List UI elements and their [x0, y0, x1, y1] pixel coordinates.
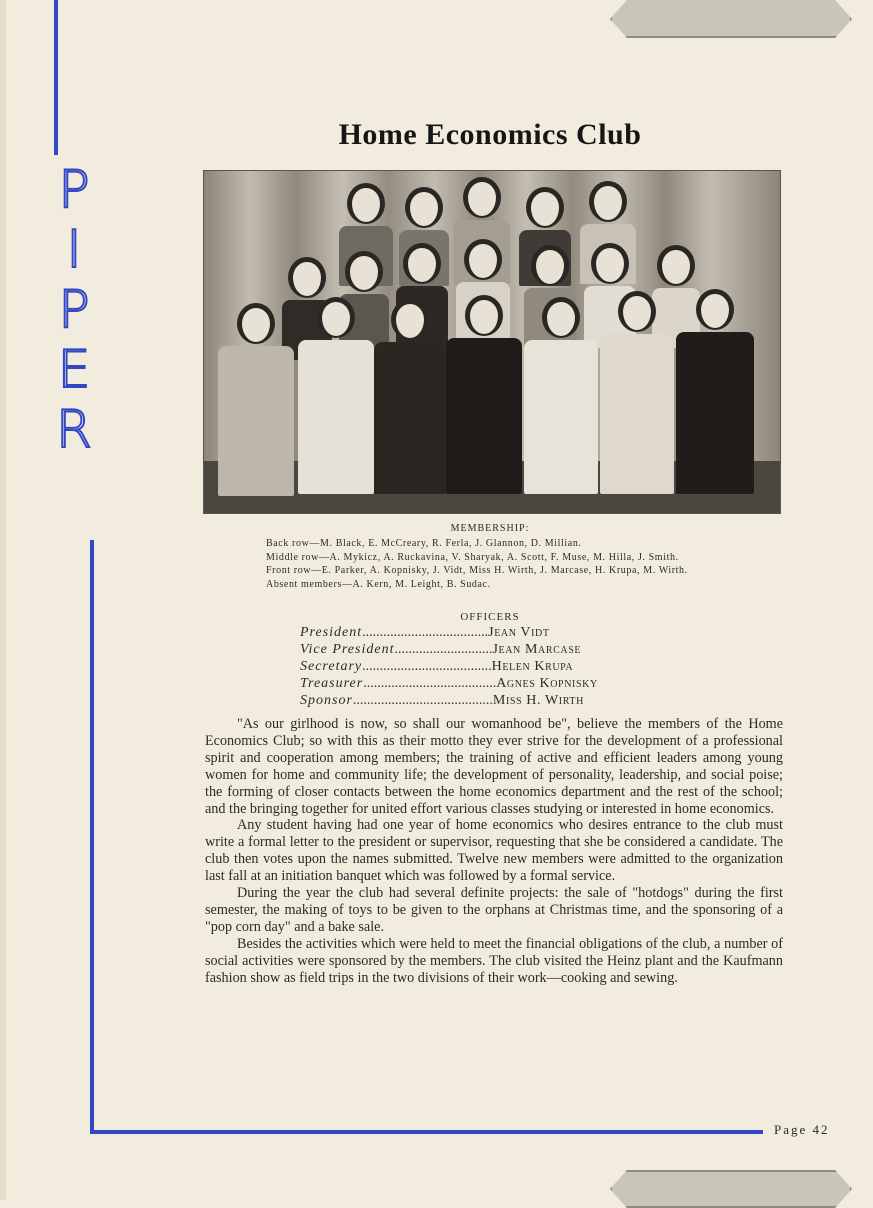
article-paragraph: "As our girlhood is now, so shall our womanhood be", believe the members of the Home Economics Club; so with this as their motto they ever strive for the development of a professional spirit and cooperation among members; the training of active and efficient leaders among young women for home and community life; the development of personality, leadership, and social poise; the forming of closer contacts between the home economics department and the rest of the school; and the bringing together for united effort various classes studying or interested in home economics. [205, 716, 783, 817]
officer-dots: .................................... [362, 625, 489, 640]
photo-person [676, 289, 754, 494]
page-edge [0, 0, 6, 1200]
officer-dots: ..................................... [362, 659, 492, 674]
group-photo [203, 170, 781, 514]
page-number: Page 42 [774, 1122, 830, 1137]
officers-heading: OFFICERS [460, 611, 520, 623]
photo-person [218, 303, 294, 496]
page-tab-bottom [610, 1170, 852, 1208]
officer-dots: ............................ [394, 642, 493, 657]
side-letter: I [66, 220, 82, 280]
membership-line: Middle row—A. Mykicz, A. Ruckavina, V. Sharyak, A. Scott, F. Muse, M. Hilla, J. Smith. [266, 551, 679, 563]
membership-line: Back row—M. Black, E. McCreary, R. Ferla, J. Glannon, D. Millian. [266, 538, 582, 549]
officer-row [300, 675, 660, 692]
article-paragraph: Any student having had one year of home economics who desires entrance to the club must write a formal letter to the president or supervisor, requesting that she be considered a candidate. The club then votes upon the names submitted. Twelve new members were admitted to the organization last fall at an initiation banquet which was followed by a formal service. [205, 817, 783, 885]
article-paragraph: Besides the activities which were held to meet the financial obligations of the club, a number of social activities were sponsored by the members. The club visited the Heinz plant and the Kaufmann fashion show as field trips in the two divisions of their work—cooking and sewing. [205, 935, 783, 986]
side-letter: P [58, 160, 90, 220]
officer-name: Jean Vidt [488, 625, 550, 640]
officer-name: Helen Krupa [491, 659, 574, 674]
photo-person [600, 291, 674, 494]
photo-person [446, 295, 522, 494]
membership-line: Absent members—A. Kern, M. Leight, B. Sudac. [266, 578, 491, 590]
officer-name: Jean Marcase [492, 642, 582, 657]
border-line-left [90, 540, 94, 1132]
membership-heading: MEMBERSHIP: [450, 523, 530, 534]
officer-name: Miss H. Wirth [492, 693, 584, 708]
side-letter: E [57, 340, 91, 400]
article-paragraph: During the year the club had several definite projects: the sale of "hotdogs" during the first semester, the making of toys to be given to the orphans at Christmas time, and the sponsoring of a "pop corn day" and a bake sale. [205, 885, 783, 935]
officer-role: Sponsor [300, 693, 353, 708]
officer-role: Vice President [300, 642, 395, 657]
officer-role: Treasurer [300, 676, 364, 691]
article-body [205, 716, 783, 987]
page-title: Home Economics Club [338, 118, 642, 151]
officer-role: President [300, 625, 363, 640]
officer-dots: ...................................... [363, 676, 497, 691]
photo-person [374, 299, 446, 494]
officers-list [300, 624, 660, 709]
officer-row [300, 692, 660, 709]
border-line-top [54, 0, 58, 155]
officer-dots: ........................................ [352, 693, 493, 708]
officer-name: Agnes Kopnisky [496, 676, 598, 691]
side-title [44, 160, 104, 460]
officer-role: Secretary [300, 659, 363, 674]
officer-row [300, 641, 660, 658]
border-line-bottom [90, 1130, 763, 1134]
page-tab-top [610, 0, 852, 38]
side-letter: R [55, 400, 93, 460]
photo-person [298, 297, 374, 494]
membership-list [240, 537, 760, 591]
membership-line: Front row—E. Parker, A. Kopnisky, J. Vidt, Miss H. Wirth, J. Marcase, H. Krupa, M. Wirth. [266, 565, 688, 576]
side-letter: P [58, 280, 90, 340]
officer-row [300, 624, 660, 641]
photo-person [524, 297, 598, 494]
officer-row [300, 658, 660, 675]
